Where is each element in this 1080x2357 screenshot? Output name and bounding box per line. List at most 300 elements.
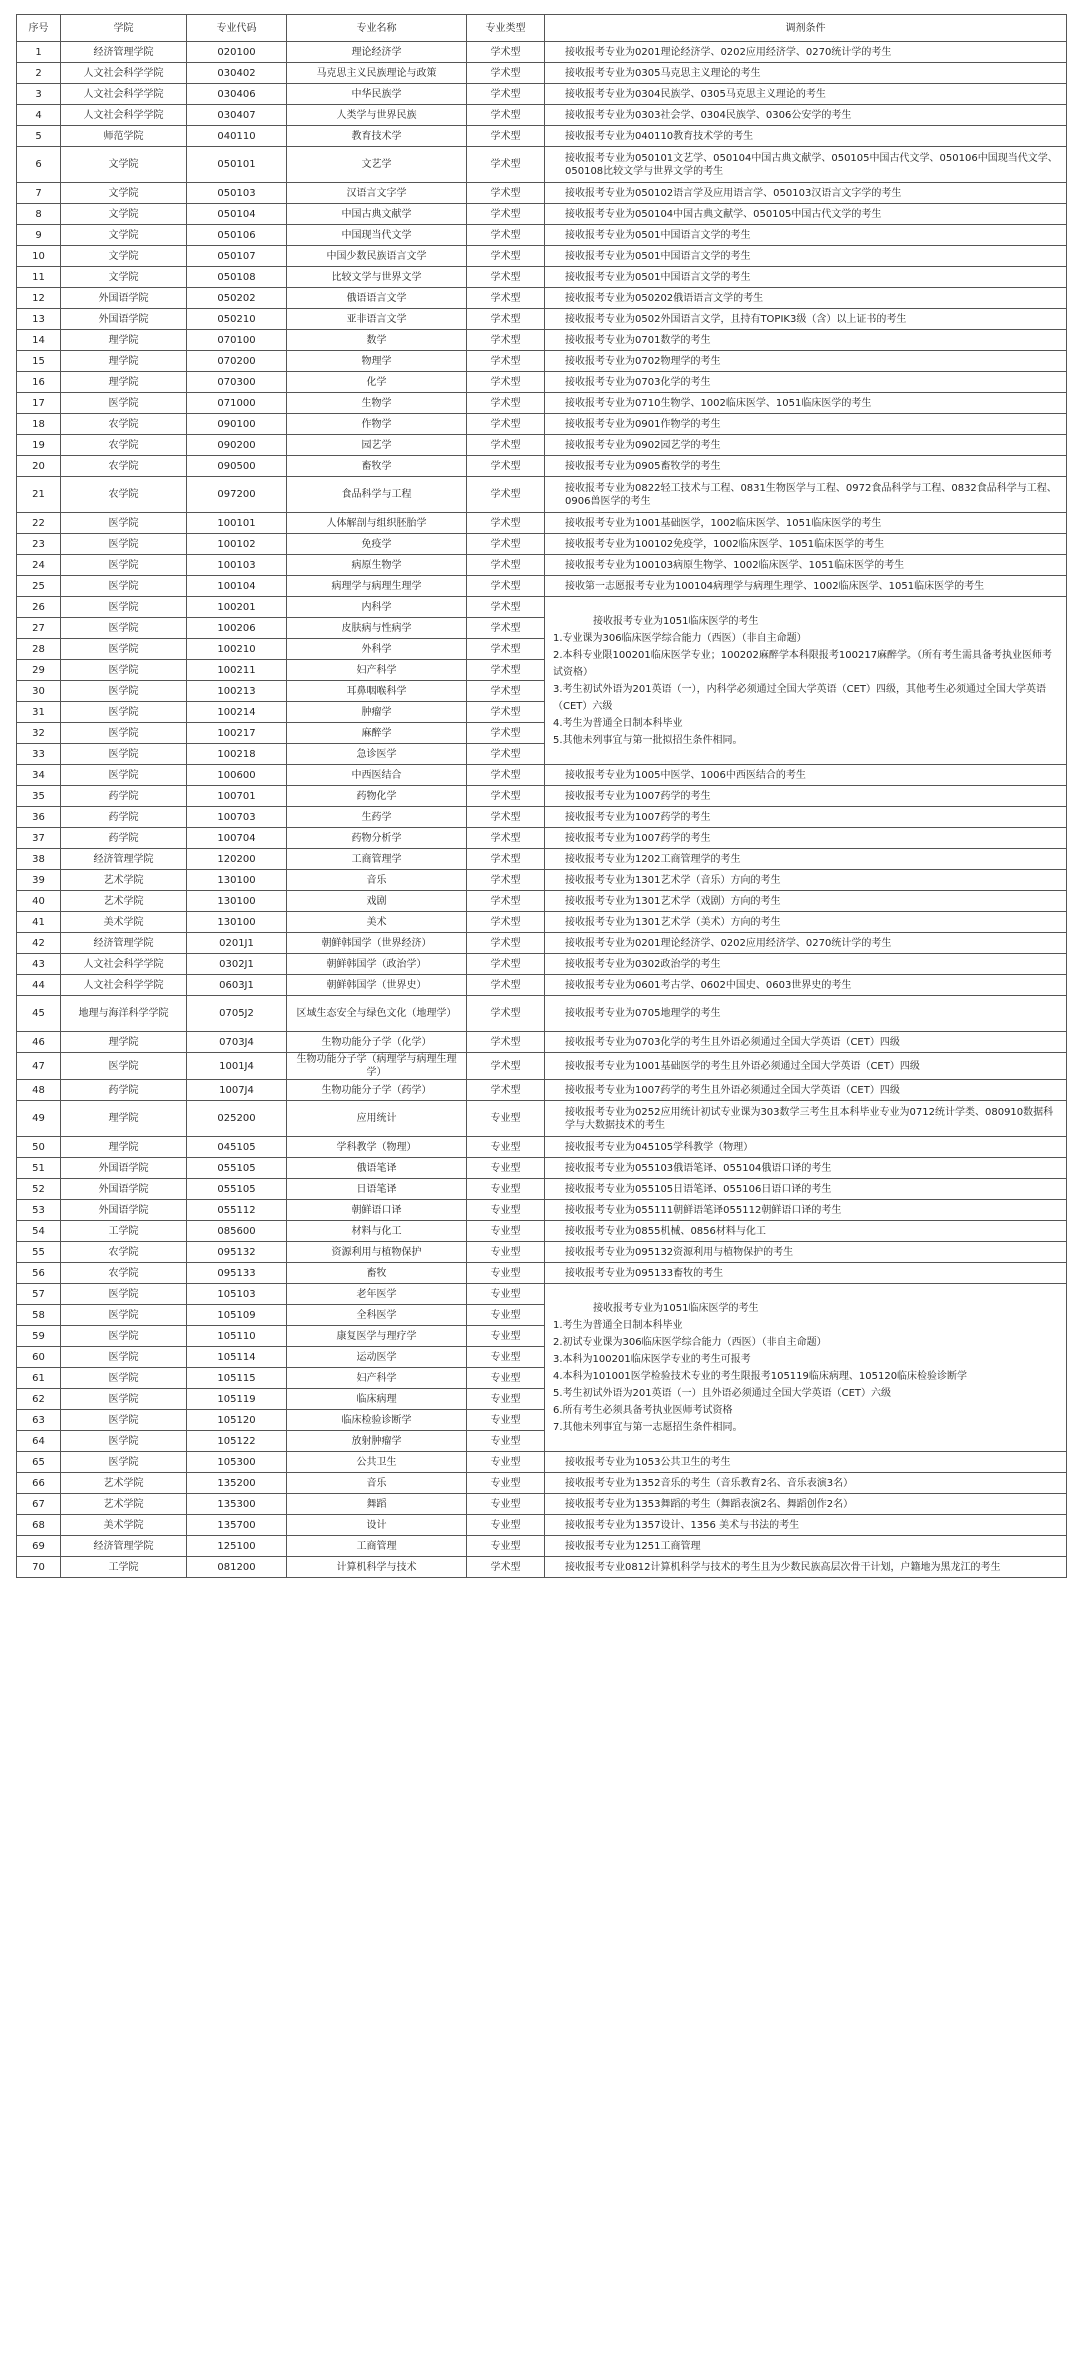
row-conditions: 接收报考专业为1202工商管理学的考生 xyxy=(545,849,1067,870)
row-type: 学术型 xyxy=(467,681,545,702)
row-type: 专业型 xyxy=(467,1263,545,1284)
row-code: 071000 xyxy=(187,393,287,414)
table-row xyxy=(17,267,1067,288)
row-conditions: 接收报考专业为1352音乐的考生（音乐教育2名、音乐表演3名） xyxy=(545,1473,1067,1494)
row-no: 16 xyxy=(17,372,61,393)
row-college: 医学院 xyxy=(61,618,187,639)
row-no: 31 xyxy=(17,702,61,723)
row-conditions: 接收报考专业为0304民族学、0305马克思主义理论的考生 xyxy=(545,84,1067,105)
row-college: 农学院 xyxy=(61,1242,187,1263)
table-row xyxy=(17,1200,1067,1221)
row-type: 学术型 xyxy=(467,744,545,765)
table-row xyxy=(17,1557,1067,1578)
row-type: 学术型 xyxy=(467,723,545,744)
row-no: 26 xyxy=(17,597,61,618)
row-name: 朝鲜韩国学（世界经济） xyxy=(287,933,467,954)
row-code: 105119 xyxy=(187,1389,287,1410)
table-row xyxy=(17,147,1067,183)
row-code: 050108 xyxy=(187,267,287,288)
row-code: 0201J1 xyxy=(187,933,287,954)
row-type: 学术型 xyxy=(467,639,545,660)
row-name: 生药学 xyxy=(287,807,467,828)
row-college: 理学院 xyxy=(61,351,187,372)
row-code: 020100 xyxy=(187,42,287,63)
row-type: 学术型 xyxy=(467,828,545,849)
row-college: 农学院 xyxy=(61,1263,187,1284)
table-row xyxy=(17,597,1067,618)
row-no: 52 xyxy=(17,1179,61,1200)
table-row xyxy=(17,891,1067,912)
row-college: 理学院 xyxy=(61,372,187,393)
row-college: 医学院 xyxy=(61,597,187,618)
row-no: 39 xyxy=(17,870,61,891)
row-no: 58 xyxy=(17,1305,61,1326)
row-type: 专业型 xyxy=(467,1101,545,1137)
row-college: 医学院 xyxy=(61,1431,187,1452)
table-row xyxy=(17,954,1067,975)
table-body xyxy=(17,42,1067,1578)
row-college: 理学院 xyxy=(61,1137,187,1158)
row-no: 67 xyxy=(17,1494,61,1515)
row-type: 学术型 xyxy=(467,105,545,126)
row-name: 设计 xyxy=(287,1515,467,1536)
row-code: 050104 xyxy=(187,204,287,225)
row-no: 24 xyxy=(17,555,61,576)
row-no: 27 xyxy=(17,618,61,639)
row-conditions: 接收报考专业为095133畜牧的考生 xyxy=(545,1263,1067,1284)
table-row xyxy=(17,1515,1067,1536)
row-college: 外国语学院 xyxy=(61,288,187,309)
row-name: 日语笔译 xyxy=(287,1179,467,1200)
row-conditions: 接收报考专业为1005中医学、1006中西医结合的考生 xyxy=(545,765,1067,786)
row-type: 学术型 xyxy=(467,42,545,63)
row-no: 11 xyxy=(17,267,61,288)
row-no: 59 xyxy=(17,1326,61,1347)
row-type: 学术型 xyxy=(467,1557,545,1578)
row-college: 医学院 xyxy=(61,660,187,681)
row-conditions: 接收报考专业为0905畜牧学的考生 xyxy=(545,456,1067,477)
condition-line: 2.初试专业课为306临床医学综合能力（西医）（非自主命题） xyxy=(553,1336,827,1348)
row-code: 030402 xyxy=(187,63,287,84)
table-row xyxy=(17,414,1067,435)
row-college: 艺术学院 xyxy=(61,891,187,912)
condition-line: 接收报考专业为1051临床医学的考生 xyxy=(593,1302,759,1314)
row-type: 学术型 xyxy=(467,63,545,84)
row-college: 文学院 xyxy=(61,225,187,246)
row-type: 学术型 xyxy=(467,618,545,639)
table-row xyxy=(17,351,1067,372)
row-type: 专业型 xyxy=(467,1431,545,1452)
row-code: 100213 xyxy=(187,681,287,702)
row-code: 100201 xyxy=(187,597,287,618)
row-name: 病原生物学 xyxy=(287,555,467,576)
row-name: 园艺学 xyxy=(287,435,467,456)
row-conditions: 接收报考专业为0702物理学的考生 xyxy=(545,351,1067,372)
row-type: 专业型 xyxy=(467,1137,545,1158)
row-conditions: 接收报考专业为0703化学的考生 xyxy=(545,372,1067,393)
row-code: 090500 xyxy=(187,456,287,477)
table-row xyxy=(17,309,1067,330)
row-no: 9 xyxy=(17,225,61,246)
row-no: 3 xyxy=(17,84,61,105)
row-no: 32 xyxy=(17,723,61,744)
table-row xyxy=(17,1179,1067,1200)
row-no: 33 xyxy=(17,744,61,765)
row-code: 070200 xyxy=(187,351,287,372)
row-college: 经济管理学院 xyxy=(61,849,187,870)
row-college: 医学院 xyxy=(61,1410,187,1431)
row-conditions: 接收报考专业为0303社会学、0304民族学、0306公安学的考生 xyxy=(545,105,1067,126)
condition-line: 接收报考专业为1051临床医学的考生 xyxy=(593,615,759,627)
row-type: 专业型 xyxy=(467,1410,545,1431)
row-no: 1 xyxy=(17,42,61,63)
table-row xyxy=(17,828,1067,849)
merged-conditions xyxy=(545,1284,1067,1452)
row-college: 人文社会科学学院 xyxy=(61,63,187,84)
row-code: 050106 xyxy=(187,225,287,246)
row-no: 5 xyxy=(17,126,61,147)
header-college: 学院 xyxy=(61,15,187,42)
row-code: 030406 xyxy=(187,84,287,105)
table-row xyxy=(17,1101,1067,1137)
row-college: 艺术学院 xyxy=(61,1473,187,1494)
row-college: 医学院 xyxy=(61,534,187,555)
row-name: 全科医学 xyxy=(287,1305,467,1326)
row-no: 18 xyxy=(17,414,61,435)
row-conditions: 接收报考专业为040110教育技术学的考生 xyxy=(545,126,1067,147)
row-code: 100701 xyxy=(187,786,287,807)
row-conditions: 接收报考专业为0201理论经济学、0202应用经济学、0270统计学的考生 xyxy=(545,933,1067,954)
row-conditions: 接收报考专业为0305马克思主义理论的考生 xyxy=(545,63,1067,84)
row-college: 医学院 xyxy=(61,744,187,765)
row-type: 学术型 xyxy=(467,849,545,870)
row-type: 专业型 xyxy=(467,1389,545,1410)
row-college: 外国语学院 xyxy=(61,1179,187,1200)
row-type: 专业型 xyxy=(467,1242,545,1263)
condition-line: 4.考生为普通全日制本科毕业 xyxy=(553,717,683,729)
row-code: 045105 xyxy=(187,1137,287,1158)
row-no: 29 xyxy=(17,660,61,681)
row-type: 专业型 xyxy=(467,1179,545,1200)
row-conditions: 接收第一志愿报考专业为100104病理学与病理生理学、1002临床医学、1051临床医学的考生 xyxy=(545,576,1067,597)
row-conditions: 接收报考专业0812计算机科学与技术的考生且为少数民族高层次骨干计划，户籍地为黑龙江的考生 xyxy=(545,1557,1067,1578)
row-name: 耳鼻咽喉科学 xyxy=(287,681,467,702)
row-name: 运动医学 xyxy=(287,1347,467,1368)
header-row xyxy=(17,15,1067,42)
row-name: 妇产科学 xyxy=(287,1368,467,1389)
row-type: 专业型 xyxy=(467,1515,545,1536)
row-code: 055105 xyxy=(187,1179,287,1200)
row-name: 老年医学 xyxy=(287,1284,467,1305)
row-code: 105110 xyxy=(187,1326,287,1347)
row-college: 人文社会科学学院 xyxy=(61,105,187,126)
row-no: 47 xyxy=(17,1053,61,1080)
table-row xyxy=(17,1473,1067,1494)
row-no: 44 xyxy=(17,975,61,996)
row-conditions: 接收报考专业为1251工商管理 xyxy=(545,1536,1067,1557)
row-name: 生物学 xyxy=(287,393,467,414)
row-college: 医学院 xyxy=(61,576,187,597)
condition-line: 1.专业课为306临床医学综合能力（西医）（非自主命题） xyxy=(553,632,807,644)
row-code: 097200 xyxy=(187,477,287,513)
row-conditions: 接收报考专业为0855机械、0856材料与化工 xyxy=(545,1221,1067,1242)
table-row xyxy=(17,996,1067,1032)
row-name: 朝鲜韩国学（世界史） xyxy=(287,975,467,996)
row-code: 100600 xyxy=(187,765,287,786)
row-code: 050210 xyxy=(187,309,287,330)
row-conditions: 接收报考专业为0502外国语言文学，且持有TOPIK3级（含）以上证书的考生 xyxy=(545,309,1067,330)
row-name: 公共卫生 xyxy=(287,1452,467,1473)
condition-line: 4.本科为101001医学检验技术专业的考生限报考105119临床病理、105120临床检验诊断学 xyxy=(553,1370,968,1382)
row-no: 30 xyxy=(17,681,61,702)
row-type: 学术型 xyxy=(467,933,545,954)
row-college: 医学院 xyxy=(61,702,187,723)
row-conditions: 接收报考专业为0822轻工技术与工程、0831生物医学与工程、0972食品科学与工程、0832食品科学与工程、0906兽医学的考生 xyxy=(545,477,1067,513)
row-college: 外国语学院 xyxy=(61,309,187,330)
row-conditions: 接收报考专业为0501中国语言文学的考生 xyxy=(545,225,1067,246)
condition-line: 5.考生初试外语为201英语（一）且外语必须通过全国大学英语（CET）六级 xyxy=(553,1387,892,1399)
row-conditions: 接收报考专业为100102免疫学，1002临床医学、1051临床医学的考生 xyxy=(545,534,1067,555)
row-college: 医学院 xyxy=(61,1452,187,1473)
row-no: 61 xyxy=(17,1368,61,1389)
row-college: 人文社会科学学院 xyxy=(61,84,187,105)
row-name: 生物功能分子学（化学） xyxy=(287,1032,467,1053)
row-name: 美术 xyxy=(287,912,467,933)
row-no: 63 xyxy=(17,1410,61,1431)
table-row xyxy=(17,105,1067,126)
row-name: 学科教学（物理） xyxy=(287,1137,467,1158)
row-name: 区域生态安全与绿色文化（地理学） xyxy=(287,996,467,1032)
row-type: 学术型 xyxy=(467,147,545,183)
row-no: 49 xyxy=(17,1101,61,1137)
row-name: 生物功能分子学（病理学与病理生理学） xyxy=(287,1053,467,1080)
row-code: 105114 xyxy=(187,1347,287,1368)
row-college: 医学院 xyxy=(61,513,187,534)
table-row xyxy=(17,225,1067,246)
row-no: 6 xyxy=(17,147,61,183)
row-no: 62 xyxy=(17,1389,61,1410)
row-type: 学术型 xyxy=(467,954,545,975)
row-type: 学术型 xyxy=(467,309,545,330)
row-conditions: 接收报考专业为1301艺术学（音乐）方向的考生 xyxy=(545,870,1067,891)
table-row xyxy=(17,1494,1067,1515)
row-name: 朝鲜韩国学（政治学） xyxy=(287,954,467,975)
row-name: 汉语言文字学 xyxy=(287,183,467,204)
row-no: 54 xyxy=(17,1221,61,1242)
row-college: 艺术学院 xyxy=(61,870,187,891)
row-no: 40 xyxy=(17,891,61,912)
row-conditions: 接收报考专业为0703化学的考生且外语必须通过全国大学英语（CET）四级 xyxy=(545,1032,1067,1053)
row-college: 师范学院 xyxy=(61,126,187,147)
row-no: 2 xyxy=(17,63,61,84)
condition-line: 6.所有考生必须具备考执业医师考试资格 xyxy=(553,1404,733,1416)
row-type: 学术型 xyxy=(467,225,545,246)
row-code: 070300 xyxy=(187,372,287,393)
row-no: 34 xyxy=(17,765,61,786)
row-no: 55 xyxy=(17,1242,61,1263)
table-row xyxy=(17,870,1067,891)
table-row xyxy=(17,576,1067,597)
row-code: 100214 xyxy=(187,702,287,723)
table-row xyxy=(17,456,1067,477)
row-name: 化学 xyxy=(287,372,467,393)
row-name: 物理学 xyxy=(287,351,467,372)
row-name: 材料与化工 xyxy=(287,1221,467,1242)
row-code: 0302J1 xyxy=(187,954,287,975)
row-code: 050103 xyxy=(187,183,287,204)
row-conditions: 接收报考专业为0701数学的考生 xyxy=(545,330,1067,351)
row-conditions: 接收报考专业为0902园艺学的考生 xyxy=(545,435,1067,456)
row-college: 文学院 xyxy=(61,147,187,183)
row-name: 工商管理学 xyxy=(287,849,467,870)
row-type: 专业型 xyxy=(467,1305,545,1326)
row-code: 030407 xyxy=(187,105,287,126)
row-name: 比较文学与世界文学 xyxy=(287,267,467,288)
row-college: 医学院 xyxy=(61,393,187,414)
row-name: 临床病理 xyxy=(287,1389,467,1410)
row-type: 学术型 xyxy=(467,246,545,267)
row-code: 100217 xyxy=(187,723,287,744)
row-college: 美术学院 xyxy=(61,912,187,933)
row-college: 外国语学院 xyxy=(61,1158,187,1179)
row-conditions: 接收报考专业为0252应用统计初试专业课为303数学三考生且本科毕业专业为0712统计学类、080910数据科学与大数据技术的考生 xyxy=(545,1101,1067,1137)
row-college: 医学院 xyxy=(61,555,187,576)
row-college: 医学院 xyxy=(61,1284,187,1305)
row-code: 0603J1 xyxy=(187,975,287,996)
row-type: 学术型 xyxy=(467,660,545,681)
row-college: 经济管理学院 xyxy=(61,1536,187,1557)
row-type: 学术型 xyxy=(467,702,545,723)
row-name: 康复医学与理疗学 xyxy=(287,1326,467,1347)
row-conditions: 接收报考专业为1007药学的考生 xyxy=(545,786,1067,807)
row-no: 21 xyxy=(17,477,61,513)
row-conditions: 接收报考专业为050101文艺学、050104中国古典文献学、050105中国古代文学、050106中国现当代文学、050108比较文学与世界文学的考生 xyxy=(545,147,1067,183)
row-type: 学术型 xyxy=(467,183,545,204)
row-college: 药学院 xyxy=(61,786,187,807)
row-no: 60 xyxy=(17,1347,61,1368)
row-conditions: 接收报考专业为100103病原生物学、1002临床医学、1051临床医学的考生 xyxy=(545,555,1067,576)
row-conditions: 接收报考专业为1007药学的考生 xyxy=(545,828,1067,849)
row-code: 070100 xyxy=(187,330,287,351)
row-no: 51 xyxy=(17,1158,61,1179)
row-name: 畜牧 xyxy=(287,1263,467,1284)
row-code: 0703J4 xyxy=(187,1032,287,1053)
row-name: 数学 xyxy=(287,330,467,351)
row-type: 学术型 xyxy=(467,555,545,576)
row-type: 学术型 xyxy=(467,807,545,828)
row-code: 095133 xyxy=(187,1263,287,1284)
row-code: 105109 xyxy=(187,1305,287,1326)
row-college: 药学院 xyxy=(61,807,187,828)
row-college: 工学院 xyxy=(61,1557,187,1578)
row-code: 100704 xyxy=(187,828,287,849)
row-name: 中国现当代文学 xyxy=(287,225,467,246)
row-code: 050107 xyxy=(187,246,287,267)
row-no: 66 xyxy=(17,1473,61,1494)
row-no: 68 xyxy=(17,1515,61,1536)
row-type: 学术型 xyxy=(467,477,545,513)
row-name: 教育技术学 xyxy=(287,126,467,147)
row-college: 药学院 xyxy=(61,828,187,849)
row-name: 食品科学与工程 xyxy=(287,477,467,513)
row-college: 医学院 xyxy=(61,1389,187,1410)
row-name: 内科学 xyxy=(287,597,467,618)
row-college: 医学院 xyxy=(61,639,187,660)
row-code: 100218 xyxy=(187,744,287,765)
row-college: 工学院 xyxy=(61,1221,187,1242)
row-code: 100103 xyxy=(187,555,287,576)
row-name: 舞蹈 xyxy=(287,1494,467,1515)
row-conditions: 接收报考专业为050102语言学及应用语言学、050103汉语言文字学的考生 xyxy=(545,183,1067,204)
row-type: 专业型 xyxy=(467,1452,545,1473)
row-code: 1001J4 xyxy=(187,1053,287,1080)
row-code: 1007J4 xyxy=(187,1080,287,1101)
row-no: 37 xyxy=(17,828,61,849)
row-no: 12 xyxy=(17,288,61,309)
row-name: 计算机科学与技术 xyxy=(287,1557,467,1578)
row-conditions: 接收报考专业为045105学科教学（物理） xyxy=(545,1137,1067,1158)
row-conditions: 接收报考专业为1353舞蹈的考生（舞蹈表演2名、舞蹈创作2名） xyxy=(545,1494,1067,1515)
row-no: 17 xyxy=(17,393,61,414)
row-type: 学术型 xyxy=(467,996,545,1032)
table-row xyxy=(17,372,1067,393)
row-no: 22 xyxy=(17,513,61,534)
row-name: 朝鲜语口译 xyxy=(287,1200,467,1221)
table-row xyxy=(17,1221,1067,1242)
row-name: 免疫学 xyxy=(287,534,467,555)
row-no: 25 xyxy=(17,576,61,597)
row-conditions: 接收报考专业为055105日语笔译、055106日语口译的考生 xyxy=(545,1179,1067,1200)
row-college: 外国语学院 xyxy=(61,1200,187,1221)
row-no: 69 xyxy=(17,1536,61,1557)
table-row xyxy=(17,1242,1067,1263)
row-name: 生物功能分子学（药学） xyxy=(287,1080,467,1101)
row-code: 100104 xyxy=(187,576,287,597)
row-college: 医学院 xyxy=(61,765,187,786)
table-row xyxy=(17,204,1067,225)
row-code: 105122 xyxy=(187,1431,287,1452)
table-row xyxy=(17,126,1067,147)
row-code: 105115 xyxy=(187,1368,287,1389)
header-name: 专业名称 xyxy=(287,15,467,42)
row-type: 学术型 xyxy=(467,975,545,996)
row-college: 理学院 xyxy=(61,1032,187,1053)
row-type: 专业型 xyxy=(467,1494,545,1515)
row-name: 放射肿瘤学 xyxy=(287,1431,467,1452)
row-no: 19 xyxy=(17,435,61,456)
table-row xyxy=(17,63,1067,84)
row-college: 人文社会科学学院 xyxy=(61,975,187,996)
row-type: 学术型 xyxy=(467,204,545,225)
row-type: 专业型 xyxy=(467,1200,545,1221)
table-row xyxy=(17,1452,1067,1473)
header-code: 专业代码 xyxy=(187,15,287,42)
table-row xyxy=(17,84,1067,105)
row-college: 医学院 xyxy=(61,1326,187,1347)
table-row xyxy=(17,42,1067,63)
row-conditions: 接收报考专业为1301艺术学（美术）方向的考生 xyxy=(545,912,1067,933)
row-no: 15 xyxy=(17,351,61,372)
row-no: 46 xyxy=(17,1032,61,1053)
row-name: 音乐 xyxy=(287,1473,467,1494)
row-code: 130100 xyxy=(187,891,287,912)
row-college: 农学院 xyxy=(61,477,187,513)
row-type: 学术型 xyxy=(467,1053,545,1080)
merged-conditions xyxy=(545,597,1067,765)
row-conditions: 接收报考专业为050104中国古典文献学、050105中国古代文学的考生 xyxy=(545,204,1067,225)
table-row xyxy=(17,1137,1067,1158)
row-type: 学术型 xyxy=(467,435,545,456)
